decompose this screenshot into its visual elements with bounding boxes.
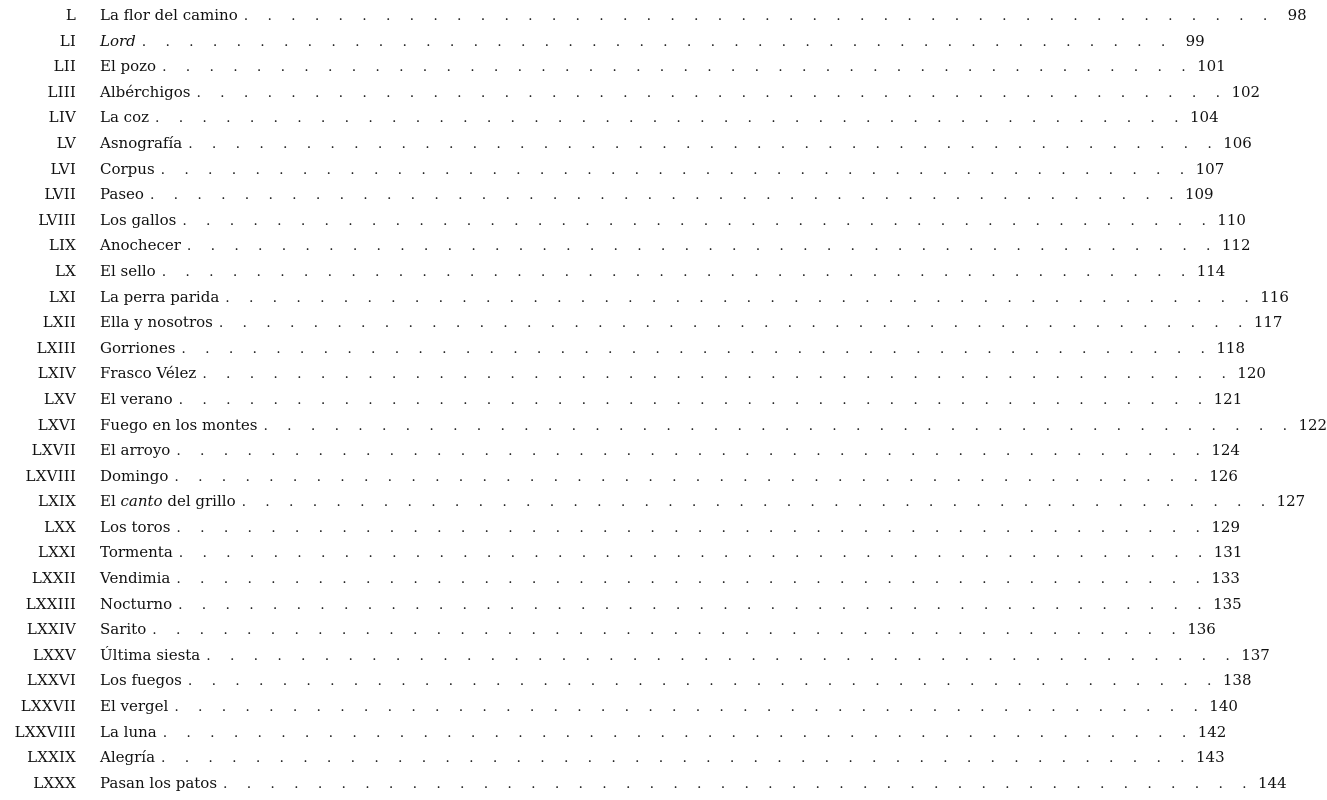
page-number: 142 <box>1197 722 1227 741</box>
dot-leader: . . . . . . . . . . . . . . . . . . . . . . . . . . . . . . . . . . . . . . . . . . . . <box>225 289 1257 306</box>
page-number: 112 <box>1221 236 1251 255</box>
chapter-title-text: Los gallos <box>100 210 177 229</box>
chapter-title-text: Anochecer <box>100 236 181 255</box>
chapter-title <box>100 3 244 29</box>
chapter-title-text: Tormenta <box>100 543 173 562</box>
chapter-title-text: El pozo <box>100 57 157 76</box>
page-number: 138 <box>1222 671 1252 690</box>
chapter-title-text: Nocturno <box>100 594 173 613</box>
entry-line <box>100 515 1241 542</box>
toc-entry <box>0 771 1287 797</box>
page-number: 99 <box>1185 31 1205 50</box>
entry-line <box>100 3 1307 30</box>
chapter-numeral: LXXIII <box>25 594 76 613</box>
dot-leader: . . . . . . . . . . . . . . . . . . . . . . . . . . . . . . . . . . . . . . . . . . . . <box>206 647 1238 664</box>
dot-leader: . . . . . . . . . . . . . . . . . . . . . . . . . . . . . . . . . . . . . . . . . . . . <box>202 366 1234 383</box>
chapter-title <box>100 745 161 771</box>
dot-leader: . . . . . . . . . . . . . . . . . . . . . . . . . . . . . . . . . . . . . . . . . . . . <box>187 673 1219 690</box>
chapter-numeral: LXVIII <box>25 466 76 485</box>
chapter-title <box>100 361 202 387</box>
page-number: 116 <box>1260 287 1289 306</box>
chapter-numeral: LIV <box>48 108 76 127</box>
page-number: 120 <box>1237 364 1266 383</box>
page-number: 131 <box>1213 543 1243 562</box>
chapter-numeral: LXVI <box>37 415 76 434</box>
dot-leader: . . . . . . . . . . . . . . . . . . . . . . . . . . . . . . . . . . . . . . . . . . . . <box>178 596 1210 613</box>
toc-entry <box>0 157 1225 183</box>
chapter-numeral: LIX <box>48 236 76 255</box>
chapter-numeral: LXV <box>43 389 76 408</box>
chapter-title <box>100 182 150 208</box>
chapter-numeral: LVI <box>50 159 76 178</box>
entry-line <box>100 413 1327 440</box>
dot-leader: . . . . . . . . . . . . . . . . . . . . . . . . . . . . . . . . . . . . . . . . . . . . <box>149 187 1181 204</box>
chapter-numeral: LXX <box>44 517 76 536</box>
chapter-title <box>100 489 242 515</box>
toc-entry <box>0 3 1307 29</box>
dot-leader: . . . . . . . . . . . . . . . . . . . . . . . . . . . . . . . . . . . . . . . . . . . . <box>162 59 1194 76</box>
toc-entry <box>0 285 1289 311</box>
entry-line <box>100 208 1246 235</box>
entry-line <box>100 387 1243 414</box>
page-number: 129 <box>1211 517 1241 536</box>
toc-entry <box>0 105 1219 131</box>
page-number: 109 <box>1184 185 1214 204</box>
entry-line <box>100 259 1226 286</box>
entry-line <box>100 566 1240 593</box>
toc-entry <box>0 643 1270 669</box>
chapter-title-text: Asnografía <box>100 133 183 152</box>
chapter-title <box>100 310 219 336</box>
chapter-numeral: LXXX <box>33 773 76 792</box>
chapter-title-text: Corpus <box>100 159 155 178</box>
chapter-title-text: Gorriones <box>100 338 176 357</box>
dot-leader: . . . . . . . . . . . . . . . . . . . . . . . . . . . . . . . . . . . . . . . . . . . . <box>152 622 1184 639</box>
chapter-title-text: La luna <box>100 722 157 741</box>
chapter-title-text: Frasco Vélez <box>100 364 197 383</box>
entry-line <box>100 745 1225 772</box>
chapter-title <box>100 720 163 746</box>
entry-line <box>100 105 1219 132</box>
entry-line <box>100 54 1226 81</box>
toc-entry <box>0 694 1238 720</box>
chapter-numeral: LXXVI <box>26 671 76 690</box>
entry-line <box>100 540 1243 567</box>
page-number: 104 <box>1189 108 1219 127</box>
entry-line <box>100 233 1251 260</box>
page-number: 122 <box>1298 415 1327 434</box>
chapter-title <box>100 464 174 490</box>
page-number: 101 <box>1197 57 1226 76</box>
chapter-title-text: La flor del camino <box>100 6 238 24</box>
toc-entry <box>0 438 1240 464</box>
toc-entry <box>0 387 1243 413</box>
page-number: 137 <box>1241 645 1270 664</box>
entry-line <box>100 310 1283 337</box>
chapter-title-text: La coz <box>100 108 150 127</box>
chapter-title <box>100 387 179 413</box>
chapter-title <box>100 694 174 720</box>
dot-leader: . . . . . . . . . . . . . . . . . . . . . . . . . . . . . . . . . . . . . . . . . . . . <box>161 263 1193 280</box>
chapter-numeral: LXI <box>48 287 76 306</box>
page-number: 121 <box>1213 389 1243 408</box>
toc-entry <box>0 540 1243 566</box>
chapter-numeral: LXXIX <box>27 748 76 767</box>
chapter-title-text: Sarito <box>100 620 147 639</box>
entry-line <box>100 438 1240 465</box>
dot-leader: . . . . . . . . . . . . . . . . . . . . . . . . . . . . . . . . . . . . . . . . . . . . <box>162 724 1194 741</box>
page-number: 133 <box>1211 569 1240 588</box>
chapter-title <box>100 105 155 131</box>
toc-entry <box>0 720 1227 746</box>
page-number: 102 <box>1231 82 1261 101</box>
dot-leader: . . . . . . . . . . . . . . . . . . . . . . . . . . . . . . . . . . . . . . . . . . . . <box>176 571 1208 588</box>
chapter-title-text: Última siesta <box>100 645 201 664</box>
chapter-numeral: LXXVII <box>20 697 76 716</box>
chapter-title <box>100 566 176 592</box>
page-number: 118 <box>1216 338 1246 357</box>
chapter-title <box>100 336 181 362</box>
chapter-title <box>100 208 182 234</box>
page-number: 98 <box>1287 6 1307 24</box>
chapter-title <box>100 131 188 157</box>
entry-line <box>100 131 1252 158</box>
entry-line <box>100 489 1306 516</box>
dot-leader: . . . . . . . . . . . . . . . . . . . . . . . . . . . . . . . . . . . . . . . . . . . . <box>223 775 1254 792</box>
chapter-numeral: LXII <box>42 313 76 332</box>
chapter-title-text: El vergel <box>100 697 169 716</box>
dot-leader: . . . . . . . . . . . . . . . . . . . . . . . . . . . . . . . . . . . . . . . . . . . . <box>178 545 1210 562</box>
chapter-numeral: LII <box>53 57 76 76</box>
entry-line <box>100 617 1216 644</box>
toc-entry <box>0 233 1251 259</box>
table-of-contents <box>0 3 1327 796</box>
chapter-title <box>100 80 196 106</box>
chapter-numeral: LXXII <box>31 569 76 588</box>
toc-entry <box>0 208 1246 234</box>
page-number: 126 <box>1209 466 1238 485</box>
chapter-title-text: Los toros <box>100 517 171 536</box>
chapter-title-part: El <box>100 492 121 511</box>
page-number: 127 <box>1276 492 1306 511</box>
page-number: 136 <box>1187 620 1216 639</box>
toc-entry <box>0 54 1226 80</box>
dot-leader: . . . . . . . . . . . . . . . . . . . . . . . . . . . . . . . . . . . . . . . . . . . . <box>218 315 1250 332</box>
entry-line <box>100 157 1225 184</box>
entry-line <box>100 80 1261 107</box>
chapter-title-text: Pasan los patos <box>100 773 218 792</box>
entry-line <box>100 668 1252 695</box>
chapter-title-text: El verano <box>100 389 173 408</box>
entry-line <box>100 29 1205 56</box>
chapter-numeral: LXXVIII <box>14 722 76 741</box>
toc-entry <box>0 566 1240 592</box>
chapter-title-text: Alegría <box>100 748 156 767</box>
chapter-numeral: LXVII <box>31 441 76 460</box>
toc-entry <box>0 489 1306 515</box>
toc-entry <box>0 464 1238 490</box>
chapter-title-text: El arroyo <box>100 441 171 460</box>
chapter-numeral: LXXI <box>37 543 76 562</box>
dot-leader: . . . . . . . . . . . . . . . . . . . . . . . . . . . . . . . . . . . . . . . . . . . . <box>174 699 1206 716</box>
chapter-numeral: LVII <box>44 185 76 204</box>
toc-entry <box>0 29 1205 55</box>
chapter-title-part: canto <box>120 492 163 511</box>
entry-line <box>100 285 1289 312</box>
chapter-title <box>100 592 178 618</box>
chapter-title <box>100 157 161 183</box>
dot-leader: . . . . . . . . . . . . . . . . . . . . . . . . . . . . . . . . . . . . . . . . . . . . <box>155 110 1186 127</box>
dot-leader: . . . . . . . . . . . . . . . . . . . . . . . . . . . . . . . . . . . . . . . . . . . . <box>188 135 1220 152</box>
chapter-title-text: Vendimia <box>100 569 171 588</box>
toc-entry <box>0 310 1283 336</box>
chapter-title <box>100 540 179 566</box>
chapter-numeral: L <box>65 6 76 24</box>
chapter-title-text: Lord <box>100 31 136 50</box>
page-number: 144 <box>1258 773 1287 792</box>
chapter-numeral: LXIII <box>36 338 76 357</box>
toc-entry <box>0 617 1216 643</box>
dot-leader: . . . . . . . . . . . . . . . . . . . . . . . . . . . . . . . . . . . . . . . . . . . . <box>182 212 1214 229</box>
chapter-title-text: Albérchigos <box>100 82 191 101</box>
entry-line <box>100 336 1246 363</box>
chapter-title-text: Domingo <box>100 466 169 485</box>
page-number: 140 <box>1209 697 1238 716</box>
toc-entry <box>0 668 1252 694</box>
chapter-title <box>100 233 187 259</box>
chapter-numeral: LXIX <box>37 492 76 511</box>
chapter-title <box>100 29 142 55</box>
toc-entry <box>0 131 1252 157</box>
chapter-title <box>100 515 176 541</box>
entry-line <box>100 720 1227 747</box>
chapter-title-part: del grillo <box>162 492 236 511</box>
chapter-numeral: LVIII <box>38 210 76 229</box>
chapter-numeral: LXXIV <box>26 620 76 639</box>
chapter-title <box>100 285 225 311</box>
chapter-numeral: LXIV <box>37 364 76 383</box>
toc-entry <box>0 592 1242 618</box>
dot-leader: . . . . . . . . . . . . . . . . . . . . . . . . . . . . . . . . . . . . . . . . . . . . <box>176 443 1208 460</box>
chapter-title-text: Ella y nosotros <box>100 313 213 332</box>
entry-line <box>100 771 1287 798</box>
chapter-numeral: LI <box>59 31 76 50</box>
chapter-title <box>100 617 152 643</box>
chapter-title-text: Paseo <box>100 185 144 204</box>
dot-leader: . . . . . . . . . . . . . . . . . . . . . . . . . . . . . . . . . . . . . . . . . . . . <box>176 519 1208 536</box>
chapter-numeral: LXXV <box>33 645 76 664</box>
page-number: 143 <box>1196 748 1225 767</box>
chapter-title <box>100 438 176 464</box>
chapter-title-text: Los fuegos <box>100 671 182 690</box>
page-number: 107 <box>1195 159 1225 178</box>
toc-entry <box>0 182 1214 208</box>
dot-leader: . . . . . . . . . . . . . . . . . . . . . . . . . . . . . . . . . . . . . . . . . . . . <box>174 468 1206 485</box>
dot-leader: . . . . . . . . . . . . . . . . . . . . . . . . . . . . . . . . . . . . . . . . . . . . <box>241 494 1273 511</box>
chapter-title <box>100 643 206 669</box>
entry-line <box>100 592 1242 619</box>
dot-leader: . . . . . . . . . . . . . . . . . . . . . . . . . . . . . . . . . . . . . . . . . . . . <box>178 391 1210 408</box>
dot-leader: . . . . . . . . . . . . . . . . . . . . . . . . . . . . . . . . . . . . . . . . . . . . <box>263 417 1295 434</box>
toc-entry <box>0 80 1261 106</box>
entry-line <box>100 182 1214 209</box>
toc-entry <box>0 745 1225 771</box>
toc-entry <box>0 361 1266 387</box>
page-number: 114 <box>1196 261 1226 280</box>
chapter-numeral: LX <box>54 261 76 280</box>
toc-entry <box>0 413 1327 439</box>
dot-leader: . . . . . . . . . . . . . . . . . . . . . . . . . . . . . . . . . . . . . . . . . . . . <box>161 750 1192 767</box>
chapter-title <box>100 54 162 80</box>
chapter-title-text: Fuego en los montes <box>100 415 258 434</box>
dot-leader: . . . . . . . . . . . . . . . . . . . . . . . . . . . . . . . . . . . . . . . . . . . . <box>141 33 1173 50</box>
entry-line <box>100 361 1266 388</box>
page-number: 117 <box>1253 313 1283 332</box>
toc-entry <box>0 515 1241 541</box>
chapter-title-text: La perra parida <box>100 287 220 306</box>
page-number: 110 <box>1217 210 1246 229</box>
dot-leader: . . . . . . . . . . . . . . . . . . . . . . . . . . . . . . . . . . . . . . . . . . . . <box>196 84 1228 101</box>
entry-line <box>100 694 1238 721</box>
chapter-title <box>100 259 162 285</box>
toc-entry <box>0 259 1226 285</box>
dot-leader: . . . . . . . . . . . . . . . . . . . . . . . . . . . . . . . . . . . . . . . . . . . . <box>160 161 1192 178</box>
dot-leader: . . . . . . . . . . . . . . . . . . . . . . . . . . . . . . . . . . . . . . . . . . . . <box>181 340 1213 357</box>
entry-line <box>100 464 1238 491</box>
page-number: 135 <box>1213 594 1242 613</box>
toc-entry <box>0 336 1246 362</box>
chapter-title <box>100 668 188 694</box>
chapter-title-text: El sello <box>100 261 156 280</box>
chapter-title <box>100 413 263 439</box>
dot-leader: . . . . . . . . . . . . . . . . . . . . . . . . . . . . . . . . . . . . . . . . . . . . <box>186 238 1218 255</box>
entry-line <box>100 643 1270 670</box>
page-number: 106 <box>1223 133 1252 152</box>
dot-leader: . . . . . . . . . . . . . . . . . . . . . . . . . . . . . . . . . . . . . . . . . . . . <box>243 8 1275 24</box>
chapter-title <box>100 771 223 797</box>
page-number: 124 <box>1211 441 1240 460</box>
chapter-numeral: LIII <box>47 82 76 101</box>
chapter-numeral: LV <box>56 133 76 152</box>
